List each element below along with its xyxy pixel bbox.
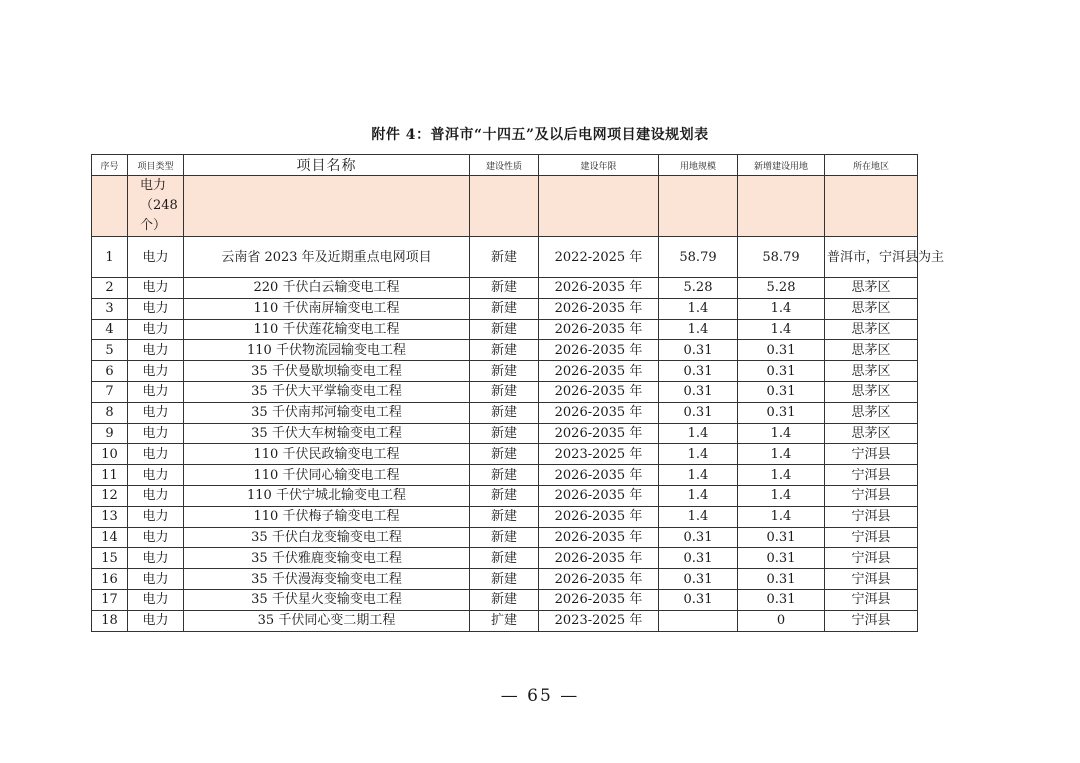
construction-nature: 新建 bbox=[470, 527, 539, 548]
project-type: 电力 bbox=[128, 402, 184, 423]
construction-years: 2026-2035 年 bbox=[539, 506, 659, 527]
page-number: — 65 — bbox=[500, 686, 580, 706]
location-area: 思茅区 bbox=[825, 402, 918, 423]
land-scale: 1.4 bbox=[659, 465, 738, 486]
project-name: 110 千伏莲花输变电工程 bbox=[184, 319, 470, 340]
location-area: 思茅区 bbox=[825, 340, 918, 361]
table-row bbox=[92, 485, 918, 506]
construction-nature: 新建 bbox=[470, 444, 539, 465]
table-row bbox=[92, 589, 918, 610]
construction-nature: 新建 bbox=[470, 465, 539, 486]
project-type: 电力 bbox=[128, 444, 184, 465]
location-area: 宁洱县 bbox=[825, 569, 918, 590]
construction-nature: 扩建 bbox=[470, 610, 539, 631]
new-construction-land: 0.31 bbox=[738, 569, 825, 590]
new-construction-land: 0.31 bbox=[738, 340, 825, 361]
location-area: 思茅区 bbox=[825, 361, 918, 382]
header-land: 用地规模 bbox=[659, 155, 738, 176]
location-area: 思茅区 bbox=[825, 423, 918, 444]
construction-years: 2026-2035 年 bbox=[539, 402, 659, 423]
construction-years: 2026-2035 年 bbox=[539, 361, 659, 382]
land-scale: 58.79 bbox=[659, 237, 738, 278]
project-name: 35 千伏白龙变输变电工程 bbox=[184, 527, 470, 548]
construction-years: 2026-2035 年 bbox=[539, 278, 659, 299]
location-area: 思茅区 bbox=[825, 298, 918, 319]
table-row bbox=[92, 548, 918, 569]
construction-years: 2026-2035 年 bbox=[539, 548, 659, 569]
table-row bbox=[92, 610, 918, 631]
construction-years: 2026-2035 年 bbox=[539, 423, 659, 444]
row-number: 5 bbox=[92, 340, 128, 361]
row-number: 1 bbox=[92, 237, 128, 278]
land-scale: 0.31 bbox=[659, 361, 738, 382]
land-scale: 1.4 bbox=[659, 423, 738, 444]
header-area: 所在地区 bbox=[825, 155, 918, 176]
header-years: 建设年限 bbox=[539, 155, 659, 176]
header-no: 序号 bbox=[92, 155, 128, 176]
row-number: 2 bbox=[92, 278, 128, 299]
construction-nature: 新建 bbox=[470, 548, 539, 569]
new-construction-land: 0.31 bbox=[738, 548, 825, 569]
construction-nature: 新建 bbox=[470, 319, 539, 340]
construction-nature: 新建 bbox=[470, 381, 539, 402]
construction-years: 2023-2025 年 bbox=[539, 444, 659, 465]
location-area: 宁洱县 bbox=[825, 465, 918, 486]
construction-years: 2026-2035 年 bbox=[539, 527, 659, 548]
new-construction-land: 0.31 bbox=[738, 589, 825, 610]
new-construction-land: 1.4 bbox=[738, 465, 825, 486]
project-type: 电力 bbox=[128, 465, 184, 486]
location-area: 宁洱县 bbox=[825, 485, 918, 506]
row-number: 7 bbox=[92, 381, 128, 402]
land-scale: 0.31 bbox=[659, 340, 738, 361]
table-row bbox=[92, 319, 918, 340]
category-label: 电力 （248 个） bbox=[128, 176, 184, 237]
row-number: 15 bbox=[92, 548, 128, 569]
construction-years: 2026-2035 年 bbox=[539, 381, 659, 402]
land-scale: 0.31 bbox=[659, 569, 738, 590]
location-area: 思茅区 bbox=[825, 319, 918, 340]
project-name: 35 千伏大平掌输变电工程 bbox=[184, 381, 470, 402]
project-name: 110 千伏物流园输变电工程 bbox=[184, 340, 470, 361]
construction-nature: 新建 bbox=[470, 340, 539, 361]
table-row bbox=[92, 402, 918, 423]
construction-years: 2026-2035 年 bbox=[539, 569, 659, 590]
row-number: 10 bbox=[92, 444, 128, 465]
land-scale: 0.31 bbox=[659, 381, 738, 402]
project-name: 35 千伏星火变输变电工程 bbox=[184, 589, 470, 610]
land-scale: 0.31 bbox=[659, 589, 738, 610]
construction-nature: 新建 bbox=[470, 569, 539, 590]
header-row bbox=[92, 155, 918, 176]
location-area: 宁洱县 bbox=[825, 589, 918, 610]
new-construction-land: 5.28 bbox=[738, 278, 825, 299]
project-type: 电力 bbox=[128, 589, 184, 610]
project-name: 35 千伏同心变二期工程 bbox=[184, 610, 470, 631]
project-plan-table bbox=[91, 154, 945, 632]
land-scale: 5.28 bbox=[659, 278, 738, 299]
construction-years: 2026-2035 年 bbox=[539, 298, 659, 319]
table-row bbox=[92, 361, 918, 382]
project-name: 220 千伏白云输变电工程 bbox=[184, 278, 470, 299]
project-type: 电力 bbox=[128, 610, 184, 631]
construction-nature: 新建 bbox=[470, 237, 539, 278]
project-name: 110 千伏同心输变电工程 bbox=[184, 465, 470, 486]
table-row bbox=[92, 237, 918, 278]
location-area: 思茅区 bbox=[825, 278, 918, 299]
project-type: 电力 bbox=[128, 340, 184, 361]
project-name: 110 千伏梅子输变电工程 bbox=[184, 506, 470, 527]
construction-years: 2026-2035 年 bbox=[539, 485, 659, 506]
table-row bbox=[92, 465, 918, 486]
new-construction-land: 0.31 bbox=[738, 381, 825, 402]
row-number: 17 bbox=[92, 589, 128, 610]
row-number: 18 bbox=[92, 610, 128, 631]
table-row bbox=[92, 506, 918, 527]
project-name: 110 千伏民政输变电工程 bbox=[184, 444, 470, 465]
construction-years: 2026-2035 年 bbox=[539, 589, 659, 610]
construction-nature: 新建 bbox=[470, 589, 539, 610]
project-name: 110 千伏宁城北输变电工程 bbox=[184, 485, 470, 506]
project-type: 电力 bbox=[128, 506, 184, 527]
new-construction-land: 1.4 bbox=[738, 506, 825, 527]
row-number: 3 bbox=[92, 298, 128, 319]
project-name: 35 千伏大车树输变电工程 bbox=[184, 423, 470, 444]
location-area: 宁洱县 bbox=[825, 548, 918, 569]
location-area: 宁洱县 bbox=[825, 444, 918, 465]
row-number: 8 bbox=[92, 402, 128, 423]
project-name: 35 千伏曼歇坝输变电工程 bbox=[184, 361, 470, 382]
project-type: 电力 bbox=[128, 381, 184, 402]
location-area: 宁洱县 bbox=[825, 527, 918, 548]
construction-years: 2023-2025 年 bbox=[539, 610, 659, 631]
construction-nature: 新建 bbox=[470, 485, 539, 506]
project-type: 电力 bbox=[128, 319, 184, 340]
row-number: 11 bbox=[92, 465, 128, 486]
header-type: 项目类型 bbox=[128, 155, 184, 176]
construction-nature: 新建 bbox=[470, 278, 539, 299]
table-row bbox=[92, 381, 918, 402]
new-construction-land: 0.31 bbox=[738, 402, 825, 423]
construction-nature: 新建 bbox=[470, 402, 539, 423]
project-name: 35 千伏雅鹿变输变电工程 bbox=[184, 548, 470, 569]
project-name: 110 千伏南屏输变电工程 bbox=[184, 298, 470, 319]
project-name: 35 千伏南邦河输变电工程 bbox=[184, 402, 470, 423]
row-number: 6 bbox=[92, 361, 128, 382]
new-construction-land: 0 bbox=[738, 610, 825, 631]
table-row bbox=[92, 444, 918, 465]
project-type: 电力 bbox=[128, 423, 184, 444]
table-row bbox=[92, 298, 918, 319]
new-construction-land: 1.4 bbox=[738, 423, 825, 444]
document-title: 附件 4：普洱市“十四五”及以后电网项目建设规划表 bbox=[371, 127, 709, 143]
location-area: 宁洱县 bbox=[825, 610, 918, 631]
table-row bbox=[92, 423, 918, 444]
row-number: 12 bbox=[92, 485, 128, 506]
construction-years: 2026-2035 年 bbox=[539, 319, 659, 340]
land-scale: 1.4 bbox=[659, 319, 738, 340]
land-scale: 1.4 bbox=[659, 506, 738, 527]
land-scale: 0.31 bbox=[659, 527, 738, 548]
project-type: 电力 bbox=[128, 527, 184, 548]
new-construction-land: 58.79 bbox=[738, 237, 825, 278]
table-row bbox=[92, 527, 918, 548]
table-row bbox=[92, 340, 918, 361]
new-construction-land: 0.31 bbox=[738, 527, 825, 548]
land-scale: 1.4 bbox=[659, 444, 738, 465]
new-construction-land: 1.4 bbox=[738, 298, 825, 319]
land-scale: 1.4 bbox=[659, 485, 738, 506]
project-name: 35 千伏漫海变输变电工程 bbox=[184, 569, 470, 590]
new-construction-land: 1.4 bbox=[738, 319, 825, 340]
new-construction-land: 1.4 bbox=[738, 444, 825, 465]
location-area: 普洱市，宁洱县为主 bbox=[825, 237, 918, 278]
land-scale: 0.31 bbox=[659, 548, 738, 569]
location-area: 思茅区 bbox=[825, 381, 918, 402]
project-type: 电力 bbox=[128, 298, 184, 319]
table-row bbox=[92, 569, 918, 590]
land-scale: 1.4 bbox=[659, 298, 738, 319]
construction-nature: 新建 bbox=[470, 506, 539, 527]
new-construction-land: 1.4 bbox=[738, 485, 825, 506]
construction-nature: 新建 bbox=[470, 361, 539, 382]
construction-years: 2022-2025 年 bbox=[539, 237, 659, 278]
table-row bbox=[92, 278, 918, 299]
project-name: 云南省 2023 年及近期重点电网项目 bbox=[184, 237, 470, 278]
construction-years: 2026-2035 年 bbox=[539, 340, 659, 361]
row-number: 13 bbox=[92, 506, 128, 527]
construction-nature: 新建 bbox=[470, 298, 539, 319]
project-type: 电力 bbox=[128, 361, 184, 382]
land-scale: 0.31 bbox=[659, 402, 738, 423]
project-type: 电力 bbox=[128, 548, 184, 569]
project-type: 电力 bbox=[128, 569, 184, 590]
row-number: 4 bbox=[92, 319, 128, 340]
project-type: 电力 bbox=[128, 278, 184, 299]
row-number: 14 bbox=[92, 527, 128, 548]
header-new-land: 新增建设用地 bbox=[738, 155, 825, 176]
header-nature: 建设性质 bbox=[470, 155, 539, 176]
location-area: 宁洱县 bbox=[825, 506, 918, 527]
row-number: 16 bbox=[92, 569, 128, 590]
category-row bbox=[92, 176, 918, 237]
project-type: 电力 bbox=[128, 237, 184, 278]
construction-nature: 新建 bbox=[470, 423, 539, 444]
land-scale bbox=[659, 610, 738, 631]
new-construction-land: 0.31 bbox=[738, 361, 825, 382]
header-name: 项目名称 bbox=[184, 155, 470, 176]
construction-years: 2026-2035 年 bbox=[539, 465, 659, 486]
row-number: 9 bbox=[92, 423, 128, 444]
project-type: 电力 bbox=[128, 485, 184, 506]
